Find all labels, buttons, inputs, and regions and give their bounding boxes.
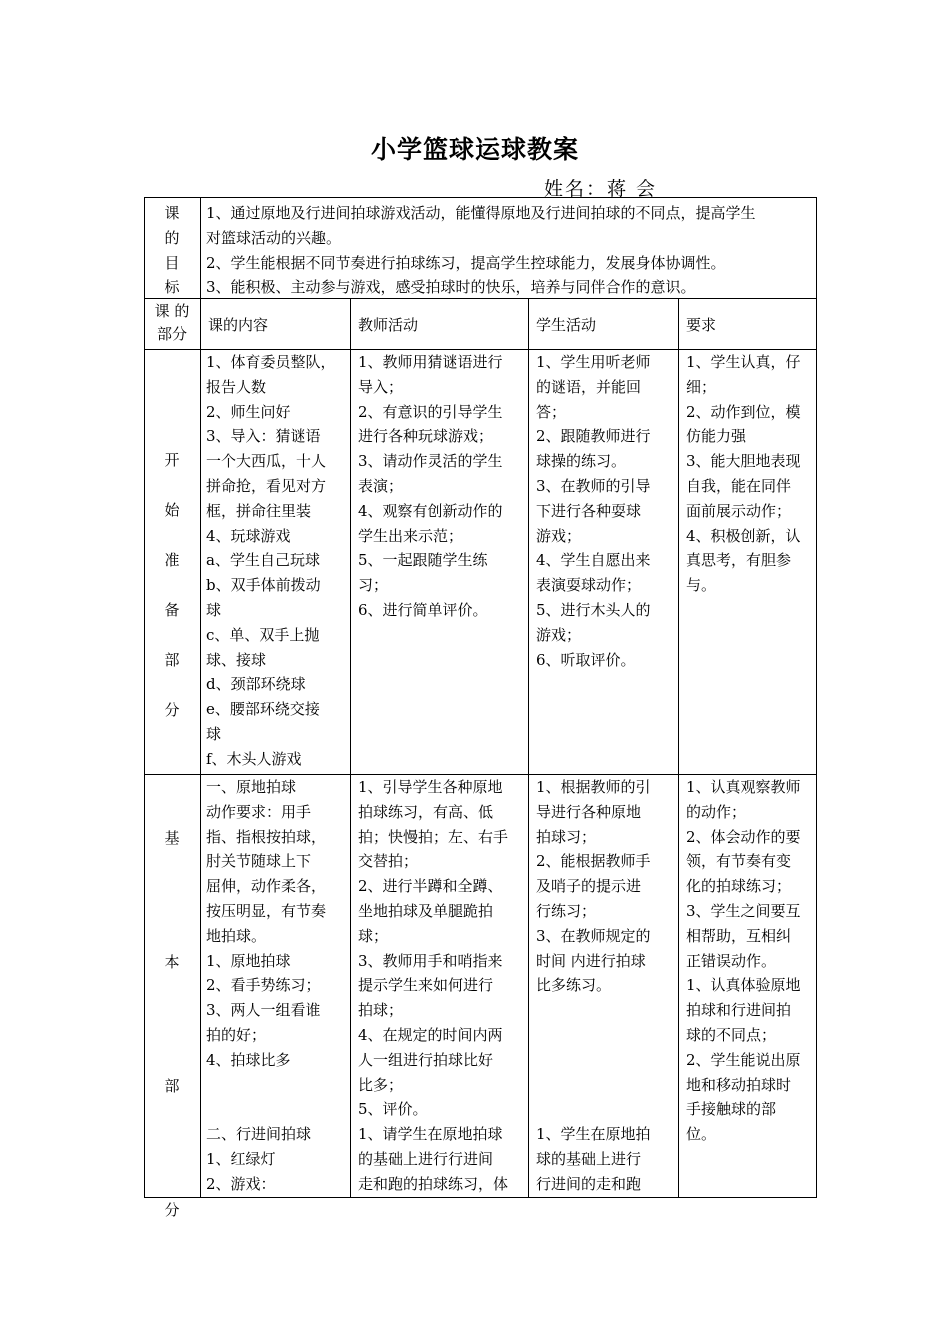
- cell-line: 拼命抢，看见对方: [206, 476, 327, 495]
- cell-line: 比多；: [358, 1075, 404, 1094]
- cell-line: 提示学生来如何进行: [358, 976, 494, 995]
- cell-line: 行练习；: [536, 901, 597, 920]
- label-char: 始: [164, 501, 180, 519]
- label-char: 目: [164, 253, 180, 272]
- cell-line: 拍球习；: [536, 827, 597, 846]
- cell-line: 一、原地拍球: [206, 778, 297, 796]
- cell-line: 4、观察有创新动作的: [358, 501, 503, 520]
- cell-line: 拍；快慢拍；左、右手: [358, 827, 509, 846]
- cell-line: 3、在教师规定的: [536, 926, 651, 945]
- label-char: 本: [164, 953, 180, 971]
- opening-teacher-activities: [358, 350, 526, 623]
- cell-line: 1、根据教师的引: [536, 778, 651, 796]
- lesson-plan-table: [144, 197, 816, 1219]
- cell-line: 球操的练习。: [536, 452, 627, 471]
- cell-line: 框，拼命往里装: [206, 501, 312, 520]
- cell-line: 4、拍球比多: [206, 1050, 291, 1069]
- cell-line: 3、导入：猜谜语: [206, 427, 321, 446]
- cell-line: 走和跑的拍球练习，体: [358, 1174, 509, 1193]
- cell-line: 1、学生认真，仔: [686, 353, 801, 371]
- opening-student-activities: [536, 350, 676, 672]
- cell-line: 2、游戏：: [206, 1174, 276, 1193]
- cell-line: 指、指根按拍球，: [206, 827, 327, 846]
- table-border-bottom: [144, 1197, 816, 1198]
- table-border-top: [144, 197, 816, 198]
- cell-line: 1、教师用猜谜语进行: [358, 353, 503, 371]
- cell-line: 球的基础上进行: [536, 1149, 642, 1168]
- label-char: 标: [164, 278, 180, 297]
- cell-line: 1、体育委员整队，: [206, 353, 336, 371]
- cell-line: 2、学生能说出原: [686, 1050, 801, 1069]
- cell-line: 行进间的走和跑: [536, 1174, 642, 1193]
- cell-line: 化的拍球练习；: [686, 877, 792, 896]
- page-title: 小学篮球运球教案: [370, 135, 579, 164]
- basic-section-label: [144, 776, 200, 1272]
- cell-line: 及哨子的提示进: [536, 877, 642, 896]
- cell-line: 球；: [358, 926, 389, 945]
- cell-line: 表演耍球动作；: [536, 576, 642, 595]
- objective-line: 2、学生能根据不同节奏进行拍球练习，提高学生控球能力，发展身体协调性。: [206, 253, 726, 272]
- table-divider-teacher: [528, 298, 529, 1198]
- author-name: 姓名：蒋 会: [544, 178, 658, 200]
- cell-line: 4、积极创新，认: [686, 526, 801, 545]
- cell-line: 拍球和行进间拍: [686, 1001, 792, 1020]
- label-char: 的: [164, 228, 180, 247]
- label-char: 分: [164, 1201, 180, 1219]
- cell-line: 3、学生之间要互: [686, 901, 801, 920]
- cell-line: 肘关节随球上下: [206, 852, 312, 871]
- cell-line: 位。: [686, 1125, 717, 1144]
- cell-line: 游戏；: [536, 625, 582, 644]
- objective-line: 1、通过原地及行进间拍球游戏活动，能懂得原地及行进间拍球的不同点，提高学生: [206, 204, 756, 222]
- label-char: 开: [164, 451, 180, 469]
- label-char: 基: [164, 829, 180, 847]
- table-divider-label: [200, 197, 201, 1198]
- cell-line: 3、在教师的引导: [536, 476, 651, 495]
- cell-line: 1、认真体验原地: [686, 976, 801, 995]
- label-char: 准: [164, 551, 180, 569]
- cell-line: 2、跟随教师进行: [536, 427, 651, 446]
- cell-line: e、腰部环绕交接: [206, 700, 320, 719]
- cell-line: 的动作；: [686, 802, 747, 821]
- cell-line: 5、进行木头人的: [536, 600, 651, 619]
- cell-line: 真思考，有胆参: [686, 551, 792, 570]
- label-char: 部: [164, 1077, 180, 1095]
- label-char: 部: [164, 651, 180, 669]
- basic-teacher-activities-a: [358, 775, 526, 1122]
- cell-line: 5、一起跟随学生练: [358, 551, 488, 570]
- cell-line: 报告人数: [206, 377, 267, 396]
- cell-line: 进行各种玩球游戏；: [358, 427, 494, 446]
- table-divider-student: [678, 298, 679, 1198]
- cell-line: 动作要求：用手: [206, 802, 312, 821]
- label-char: 备: [164, 601, 180, 619]
- cell-line: 仿能力强: [686, 427, 747, 446]
- cell-line: 游戏；: [536, 526, 582, 545]
- objective-line: 3、能积极、主动参与游戏，感受拍球时的快乐，培养与同伴合作的意识。: [206, 278, 696, 297]
- basic-student-activities-a: [536, 775, 676, 998]
- cell-line: 答；: [536, 402, 567, 421]
- cell-line: 二、行进间拍球: [206, 1125, 312, 1143]
- cell-line: 1、认真观察教师: [686, 778, 801, 796]
- basic-requirements: [686, 775, 814, 1147]
- cell-line: 学生出来示范；: [358, 526, 464, 545]
- basic-content-dribble-in-place: [206, 775, 348, 1073]
- cell-line: 与。: [686, 576, 717, 595]
- cell-line: 4、玩球游戏: [206, 526, 291, 545]
- cell-line: 1、学生用听老师: [536, 353, 651, 371]
- cell-line: 时间 内进行拍球: [536, 951, 646, 970]
- cell-line: 4、在规定的时间内两: [358, 1025, 503, 1044]
- cell-line: 细；: [686, 377, 717, 396]
- cell-line: 地拍球。: [206, 926, 267, 945]
- cell-line: 球的不同点；: [686, 1025, 777, 1044]
- cell-line: 1、学生在原地拍: [536, 1125, 651, 1143]
- basic-content-dribble-moving: [206, 1122, 348, 1196]
- cell-line: 地和移动拍球时: [686, 1075, 792, 1094]
- basic-student-activities-b: [536, 1122, 676, 1196]
- cell-line: 一个大西瓜，十人: [206, 452, 327, 471]
- cell-line: 2、动作到位，模: [686, 402, 801, 421]
- cell-line: 相帮助，互相纠: [686, 926, 792, 945]
- cell-line: 按压明显，有节奏: [206, 901, 327, 920]
- cell-line: 球: [206, 600, 222, 619]
- cell-line: 表演；: [358, 476, 404, 495]
- cell-line: 3、两人一组看谁: [206, 1001, 321, 1020]
- cell-line: 导入；: [358, 377, 404, 396]
- cell-line: 拍球；: [358, 1001, 404, 1020]
- table-border-right: [816, 197, 817, 1198]
- cell-line: 球、接球: [206, 650, 267, 669]
- cell-line: 2、能根据教师手: [536, 852, 651, 871]
- cell-line: 领，有节奏有变: [686, 852, 792, 871]
- cell-line: 1、原地拍球: [206, 951, 291, 970]
- teacher-header: 教师活动: [358, 316, 419, 334]
- opening-requirements: [686, 350, 814, 598]
- cell-line: 拍球练习，有高、低: [358, 802, 494, 821]
- cell-line: 1、引导学生各种原地: [358, 778, 503, 796]
- opening-section-label: [144, 435, 200, 735]
- cell-line: 2、看手势练习；: [206, 976, 321, 995]
- table-divider-content: [350, 298, 351, 1198]
- cell-line: 手接触球的部: [686, 1100, 777, 1119]
- cell-line: 交替拍；: [358, 852, 419, 871]
- cell-line: 自我，能在同伴: [686, 476, 792, 495]
- cell-line: 面前展示动作；: [686, 501, 792, 520]
- cell-line: 3、教师用手和哨指来: [358, 951, 503, 970]
- cell-line: 屈伸，动作柔各，: [206, 877, 327, 896]
- cell-line: 2、体会动作的要: [686, 827, 801, 846]
- cell-line: 2、进行半蹲和全蹲、: [358, 877, 503, 896]
- cell-line: 坐地拍球及单腿跪拍: [358, 901, 494, 920]
- header-line: 课 的: [154, 302, 190, 320]
- cell-line: 习；: [358, 576, 389, 595]
- cell-line: 2、师生问好: [206, 402, 291, 421]
- basic-teacher-activities-b: [358, 1122, 526, 1196]
- label-char: 分: [164, 701, 180, 719]
- label-char: 课: [164, 204, 180, 222]
- cell-line: c、单、双手上抛: [206, 625, 320, 644]
- cell-line: 5、评价。: [358, 1100, 428, 1119]
- cell-line: 的基础上进行行进间: [358, 1149, 494, 1168]
- cell-line: 6、进行简单评价。: [358, 600, 488, 619]
- objective-line: 对篮球活动的兴趣。: [206, 228, 342, 247]
- cell-line: 正错误动作。: [686, 951, 777, 970]
- objectives-label: [144, 201, 200, 300]
- cell-line: 6、听取评价。: [536, 650, 636, 669]
- cell-line: 人一组进行拍球比好: [358, 1050, 494, 1069]
- cell-line: 下进行各种耍球: [536, 501, 642, 520]
- content-header: 课的内容: [208, 316, 269, 334]
- cell-line: 球: [206, 724, 222, 743]
- opening-content: [206, 350, 348, 772]
- cell-line: 3、请动作灵活的学生: [358, 452, 503, 471]
- cell-line: 导进行各种原地: [536, 802, 642, 821]
- cell-line: 1、红绿灯: [206, 1149, 276, 1168]
- objectives-text: [206, 201, 814, 300]
- header-line: 部分: [156, 325, 187, 343]
- cell-line: b、双手体前拨动: [206, 576, 321, 595]
- cell-line: 比多练习。: [536, 976, 612, 995]
- cell-line: 4、学生自愿出来: [536, 551, 651, 570]
- cell-line: f、木头人游戏: [206, 749, 302, 768]
- cell-line: 拍的好；: [206, 1025, 267, 1044]
- cell-line: d、颈部环绕球: [206, 675, 306, 694]
- cell-line: 1、请学生在原地拍球: [358, 1125, 503, 1143]
- cell-line: 2、有意识的引导学生: [358, 402, 503, 421]
- cell-line: 3、能大胆地表现: [686, 452, 801, 471]
- student-header: 学生活动: [536, 316, 597, 334]
- requirements-header: 要求: [686, 316, 717, 334]
- part-header: [144, 300, 200, 346]
- cell-line: 的谜语，并能回: [536, 377, 642, 396]
- cell-line: a、学生自己玩球: [206, 551, 320, 570]
